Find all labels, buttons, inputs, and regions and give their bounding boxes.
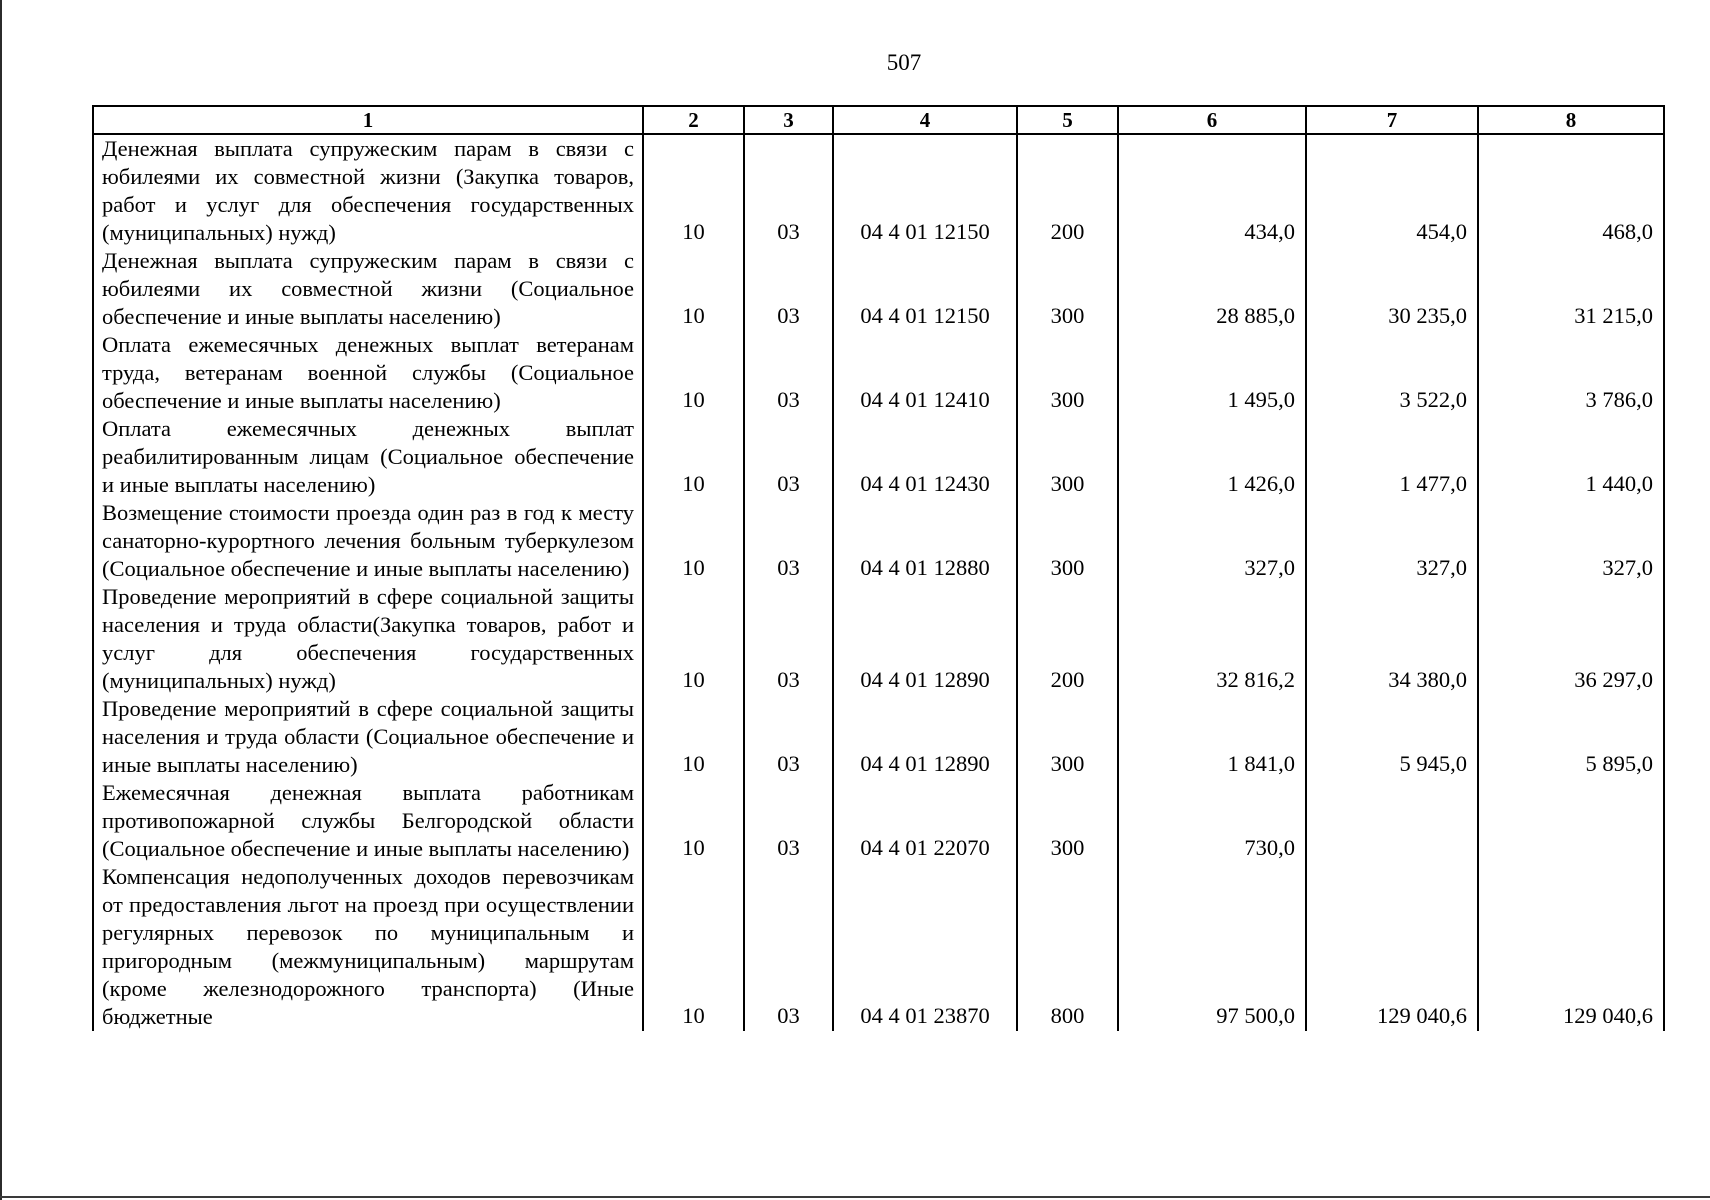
table-row	[93, 415, 1664, 499]
row-subsection: 03	[744, 134, 833, 247]
row-expense-type: 800	[1017, 863, 1118, 1031]
row-expense-type: 300	[1017, 247, 1118, 331]
row-section: 10	[643, 331, 744, 415]
row-section: 10	[643, 779, 744, 863]
row-expense-type: 200	[1017, 134, 1118, 247]
row-amount-8: 31 215,0	[1478, 247, 1664, 331]
row-expense-type: 300	[1017, 779, 1118, 863]
header-col-1: 1	[93, 106, 643, 134]
row-expense-type: 300	[1017, 695, 1118, 779]
row-amount-6: 327,0	[1118, 499, 1306, 583]
row-description: Ежемесячная денежная выплата работникам противопожарной службы Белгородской области (Социальное обеспечение и иные выплаты населению)	[93, 779, 643, 863]
table-row	[93, 583, 1664, 695]
row-amount-7: 327,0	[1306, 499, 1478, 583]
row-description: Проведение мероприятий в сфере социальной защиты населения и труда области(Закупка товаров, работ и услуг для обеспечения государственных (муниципальных) нужд)	[93, 583, 643, 695]
scan-edge-left	[0, 0, 2, 1200]
row-section: 10	[643, 583, 744, 695]
row-expense-type: 300	[1017, 499, 1118, 583]
budget-table	[92, 105, 1665, 1031]
header-col-5: 5	[1017, 106, 1118, 134]
row-amount-7: 3 522,0	[1306, 331, 1478, 415]
row-amount-8: 5 895,0	[1478, 695, 1664, 779]
row-amount-8: 468,0	[1478, 134, 1664, 247]
header-row	[93, 106, 1664, 134]
row-target-code: 04 4 01 12890	[833, 583, 1017, 695]
row-amount-8	[1478, 779, 1664, 863]
row-amount-6: 97 500,0	[1118, 863, 1306, 1031]
row-amount-8: 327,0	[1478, 499, 1664, 583]
row-amount-7: 30 235,0	[1306, 247, 1478, 331]
row-target-code: 04 4 01 12430	[833, 415, 1017, 499]
header-col-7: 7	[1306, 106, 1478, 134]
row-description: Оплата ежемесячных денежных выплат ветеранам труда, ветеранам военной службы (Социальное обеспечение и иные выплаты населению)	[93, 331, 643, 415]
header-col-6: 6	[1118, 106, 1306, 134]
row-target-code: 04 4 01 12150	[833, 247, 1017, 331]
row-section: 10	[643, 695, 744, 779]
row-amount-7: 5 945,0	[1306, 695, 1478, 779]
row-section: 10	[643, 499, 744, 583]
row-subsection: 03	[744, 779, 833, 863]
row-amount-6: 1 495,0	[1118, 331, 1306, 415]
row-description: Компенсация недополученных доходов перевозчикам от предоставления льгот на проезд при осуществлении регулярных перевозок по муниципальным и пригородным (межмуниципальным) маршрутам (кроме железнодорожного транспорта) (Иные бюджетные	[93, 863, 643, 1031]
row-target-code: 04 4 01 12880	[833, 499, 1017, 583]
row-expense-type: 300	[1017, 331, 1118, 415]
header-col-8: 8	[1478, 106, 1664, 134]
row-target-code: 04 4 01 23870	[833, 863, 1017, 1031]
row-subsection: 03	[744, 583, 833, 695]
row-target-code: 04 4 01 12890	[833, 695, 1017, 779]
row-description: Денежная выплата супружеским парам в связи с юбилеями их совместной жизни (Закупка товаров, работ и услуг для обеспечения государственных (муниципальных) нужд)	[93, 134, 643, 247]
row-description: Оплата ежемесячных денежных выплат реабилитированным лицам (Социальное обеспечение и иные выплаты населению)	[93, 415, 643, 499]
row-amount-6: 1 426,0	[1118, 415, 1306, 499]
row-expense-type: 200	[1017, 583, 1118, 695]
page-number: 507	[886, 50, 922, 75]
row-subsection: 03	[744, 499, 833, 583]
row-description: Денежная выплата супружеским парам в связи с юбилеями их совместной жизни (Социальное обеспечение и иные выплаты населению)	[93, 247, 643, 331]
row-section: 10	[643, 415, 744, 499]
row-subsection: 03	[744, 695, 833, 779]
table-row	[93, 247, 1664, 331]
row-amount-6: 730,0	[1118, 779, 1306, 863]
row-section: 10	[643, 863, 744, 1031]
header-col-2: 2	[643, 106, 744, 134]
table-row	[93, 779, 1664, 863]
row-amount-8: 3 786,0	[1478, 331, 1664, 415]
row-target-code: 04 4 01 22070	[833, 779, 1017, 863]
row-target-code: 04 4 01 12150	[833, 134, 1017, 247]
row-amount-7: 34 380,0	[1306, 583, 1478, 695]
scan-edge-bottom	[0, 1196, 1710, 1198]
row-amount-7: 1 477,0	[1306, 415, 1478, 499]
row-description: Проведение мероприятий в сфере социальной защиты населения и труда области (Социальное обеспечение и иные выплаты населению)	[93, 695, 643, 779]
row-expense-type: 300	[1017, 415, 1118, 499]
row-target-code: 04 4 01 12410	[833, 331, 1017, 415]
row-section: 10	[643, 247, 744, 331]
row-amount-6: 32 816,2	[1118, 583, 1306, 695]
table-row	[93, 134, 1664, 247]
row-amount-7: 454,0	[1306, 134, 1478, 247]
row-subsection: 03	[744, 247, 833, 331]
table-row	[93, 695, 1664, 779]
table-row	[93, 331, 1664, 415]
table-row	[93, 499, 1664, 583]
row-subsection: 03	[744, 863, 833, 1031]
row-section: 10	[643, 134, 744, 247]
header-col-3: 3	[744, 106, 833, 134]
row-amount-8: 129 040,6	[1478, 863, 1664, 1031]
row-description: Возмещение стоимости проезда один раз в год к месту санаторно-курортного лечения больным туберкулезом (Социальное обеспечение и иные выплаты населению)	[93, 499, 643, 583]
row-amount-7	[1306, 779, 1478, 863]
table-row	[93, 863, 1664, 1031]
row-amount-6: 434,0	[1118, 134, 1306, 247]
row-amount-6: 1 841,0	[1118, 695, 1306, 779]
row-amount-7: 129 040,6	[1306, 863, 1478, 1031]
row-amount-8: 36 297,0	[1478, 583, 1664, 695]
row-amount-6: 28 885,0	[1118, 247, 1306, 331]
row-subsection: 03	[744, 415, 833, 499]
row-amount-8: 1 440,0	[1478, 415, 1664, 499]
row-subsection: 03	[744, 331, 833, 415]
header-col-4: 4	[833, 106, 1017, 134]
